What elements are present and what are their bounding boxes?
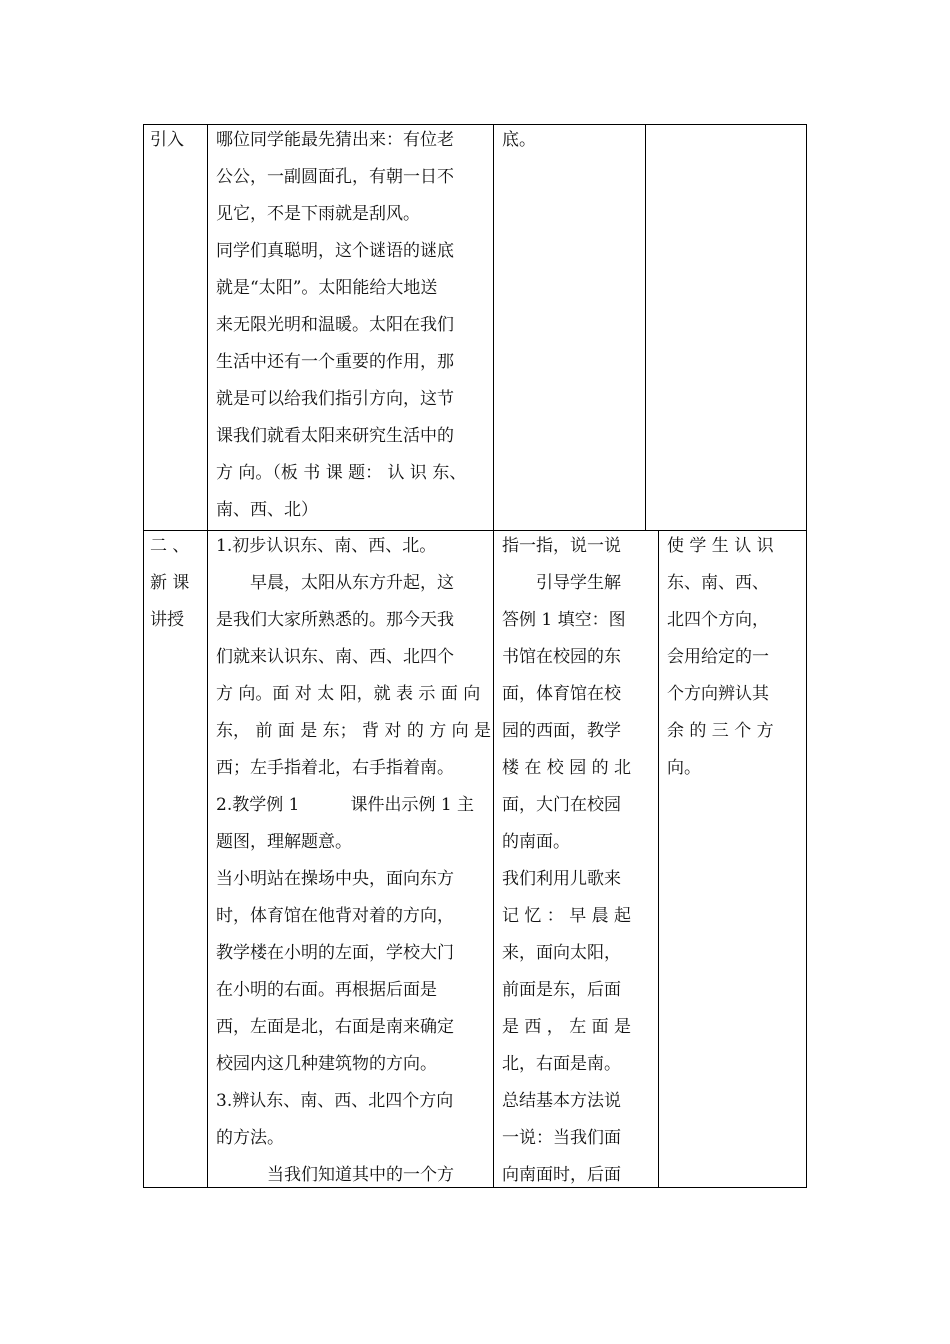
cell-line: 的南面。	[502, 832, 570, 852]
cell-line: 面，大门在校园	[502, 795, 621, 815]
cell-line: 引入	[150, 130, 184, 150]
cell-line: 的方法。	[216, 1128, 284, 1148]
table-col-divider-1	[207, 124, 208, 1188]
cell-line: 记 忆 ： 早 晨 起	[502, 906, 632, 926]
cell-line: 余 的 三 个 方	[667, 721, 774, 741]
cell-line: 们就来认识东、南、西、北四个	[216, 647, 454, 667]
cell-line: 讲授	[150, 610, 184, 630]
cell-line: 生活中还有一个重要的作用，那	[216, 352, 454, 372]
row2-stage-cell	[150, 528, 202, 639]
table-border-left	[143, 124, 144, 1188]
cell-line: 楼 在 校 园 的 北	[502, 758, 632, 778]
cell-line: 二 、	[150, 536, 190, 556]
cell-line: 书馆在校园的东	[502, 647, 621, 667]
cell-line: 时，体育馆在他背对着的方向，	[216, 906, 454, 926]
cell-line: 就是可以给我们指引方向，这节	[216, 389, 454, 409]
cell-line: 我们利用儿歌来	[502, 869, 621, 889]
cell-line: 公公，一副圆面孔，有朝一日不	[216, 167, 454, 187]
row2-student-activity-cell	[502, 528, 654, 1194]
row2-design-intent-cell	[667, 528, 803, 787]
cell-line: 2.教学例 1 课件出示例 1 主	[216, 795, 475, 815]
cell-line: 南、西、北）	[216, 500, 318, 520]
cell-line: 个方向辨认其	[667, 684, 769, 704]
cell-line: 题图，理解题意。	[216, 832, 352, 852]
cell-line: 引导学生解	[502, 573, 621, 593]
cell-line: 西；左手指着北，右手指着南。	[216, 758, 454, 778]
cell-line: 会用给定的一	[667, 647, 769, 667]
cell-line: 向。	[667, 758, 701, 778]
cell-line: 3.辨认东、南、西、北四个方向	[216, 1091, 454, 1111]
cell-line: 东， 前 面 是 东； 背 对 的 方 向 是	[216, 721, 492, 741]
cell-line: 就是“太阳”。太阳能给大地送	[216, 278, 438, 298]
cell-line: 一说：当我们面	[502, 1128, 621, 1148]
row1-student-activity-cell	[502, 122, 640, 159]
cell-line: 方 向。（板 书 课 题： 认 识 东、	[216, 463, 467, 483]
cell-line: 校园内这几种建筑物的方向。	[216, 1054, 437, 1074]
cell-line: 见它，不是下雨就是刮风。	[216, 204, 420, 224]
row1-stage-cell	[150, 122, 202, 159]
table-col-divider-3-row1	[645, 124, 646, 531]
cell-line: 面，体育馆在校	[502, 684, 621, 704]
cell-line: 总结基本方法说	[502, 1091, 621, 1111]
cell-line: 在小明的右面。再根据后面是	[216, 980, 437, 1000]
cell-line: 当小明站在操场中央，面向东方	[216, 869, 454, 889]
cell-line: 北，右面是南。	[502, 1054, 621, 1074]
cell-line: 北四个方向，	[667, 610, 769, 630]
cell-line: 向南面时，后面	[502, 1165, 621, 1185]
cell-line: 指一指，说一说	[502, 536, 621, 556]
table-border-right	[806, 124, 807, 1188]
cell-line: 前面是东，后面	[502, 980, 621, 1000]
cell-line: 课我们就看太阳来研究生活中的	[216, 426, 454, 446]
cell-line: 来，面向太阳，	[502, 943, 621, 963]
cell-line: 是 西 ， 左 面 是	[502, 1017, 632, 1037]
table-col-divider-3-row2	[658, 530, 659, 1188]
cell-line: 教学楼在小明的左面，学校大门	[216, 943, 454, 963]
cell-line: 园的西面，教学	[502, 721, 621, 741]
cell-line: 方 向。面 对 太 阳，就 表 示 面 向	[216, 684, 481, 704]
table-col-divider-2	[493, 124, 494, 1188]
row2-teacher-activity-cell	[216, 528, 492, 1194]
cell-line: 当我们知道其中的一个方	[216, 1165, 454, 1185]
cell-line: 西，左面是北，右面是南来确定	[216, 1017, 454, 1037]
cell-line: 东、南、西、	[667, 573, 769, 593]
cell-line: 使 学 生 认 识	[667, 536, 774, 556]
cell-line: 新 课	[150, 573, 190, 593]
cell-line: 同学们真聪明，这个谜语的谜底	[216, 241, 454, 261]
cell-line: 早晨，太阳从东方升起，这	[216, 573, 454, 593]
row1-teacher-activity-cell	[216, 122, 488, 529]
cell-line: 是我们大家所熟悉的。那今天我	[216, 610, 454, 630]
cell-line: 来无限光明和温暖。太阳在我们	[216, 315, 454, 335]
cell-line: 1.初步认识东、南、西、北。	[216, 536, 437, 556]
cell-line: 哪位同学能最先猜出来：有位老	[216, 130, 454, 150]
cell-line: 底。	[502, 130, 536, 150]
cell-line: 答例 1 填空：图	[502, 610, 626, 630]
row1-stage-lines	[150, 122, 202, 159]
